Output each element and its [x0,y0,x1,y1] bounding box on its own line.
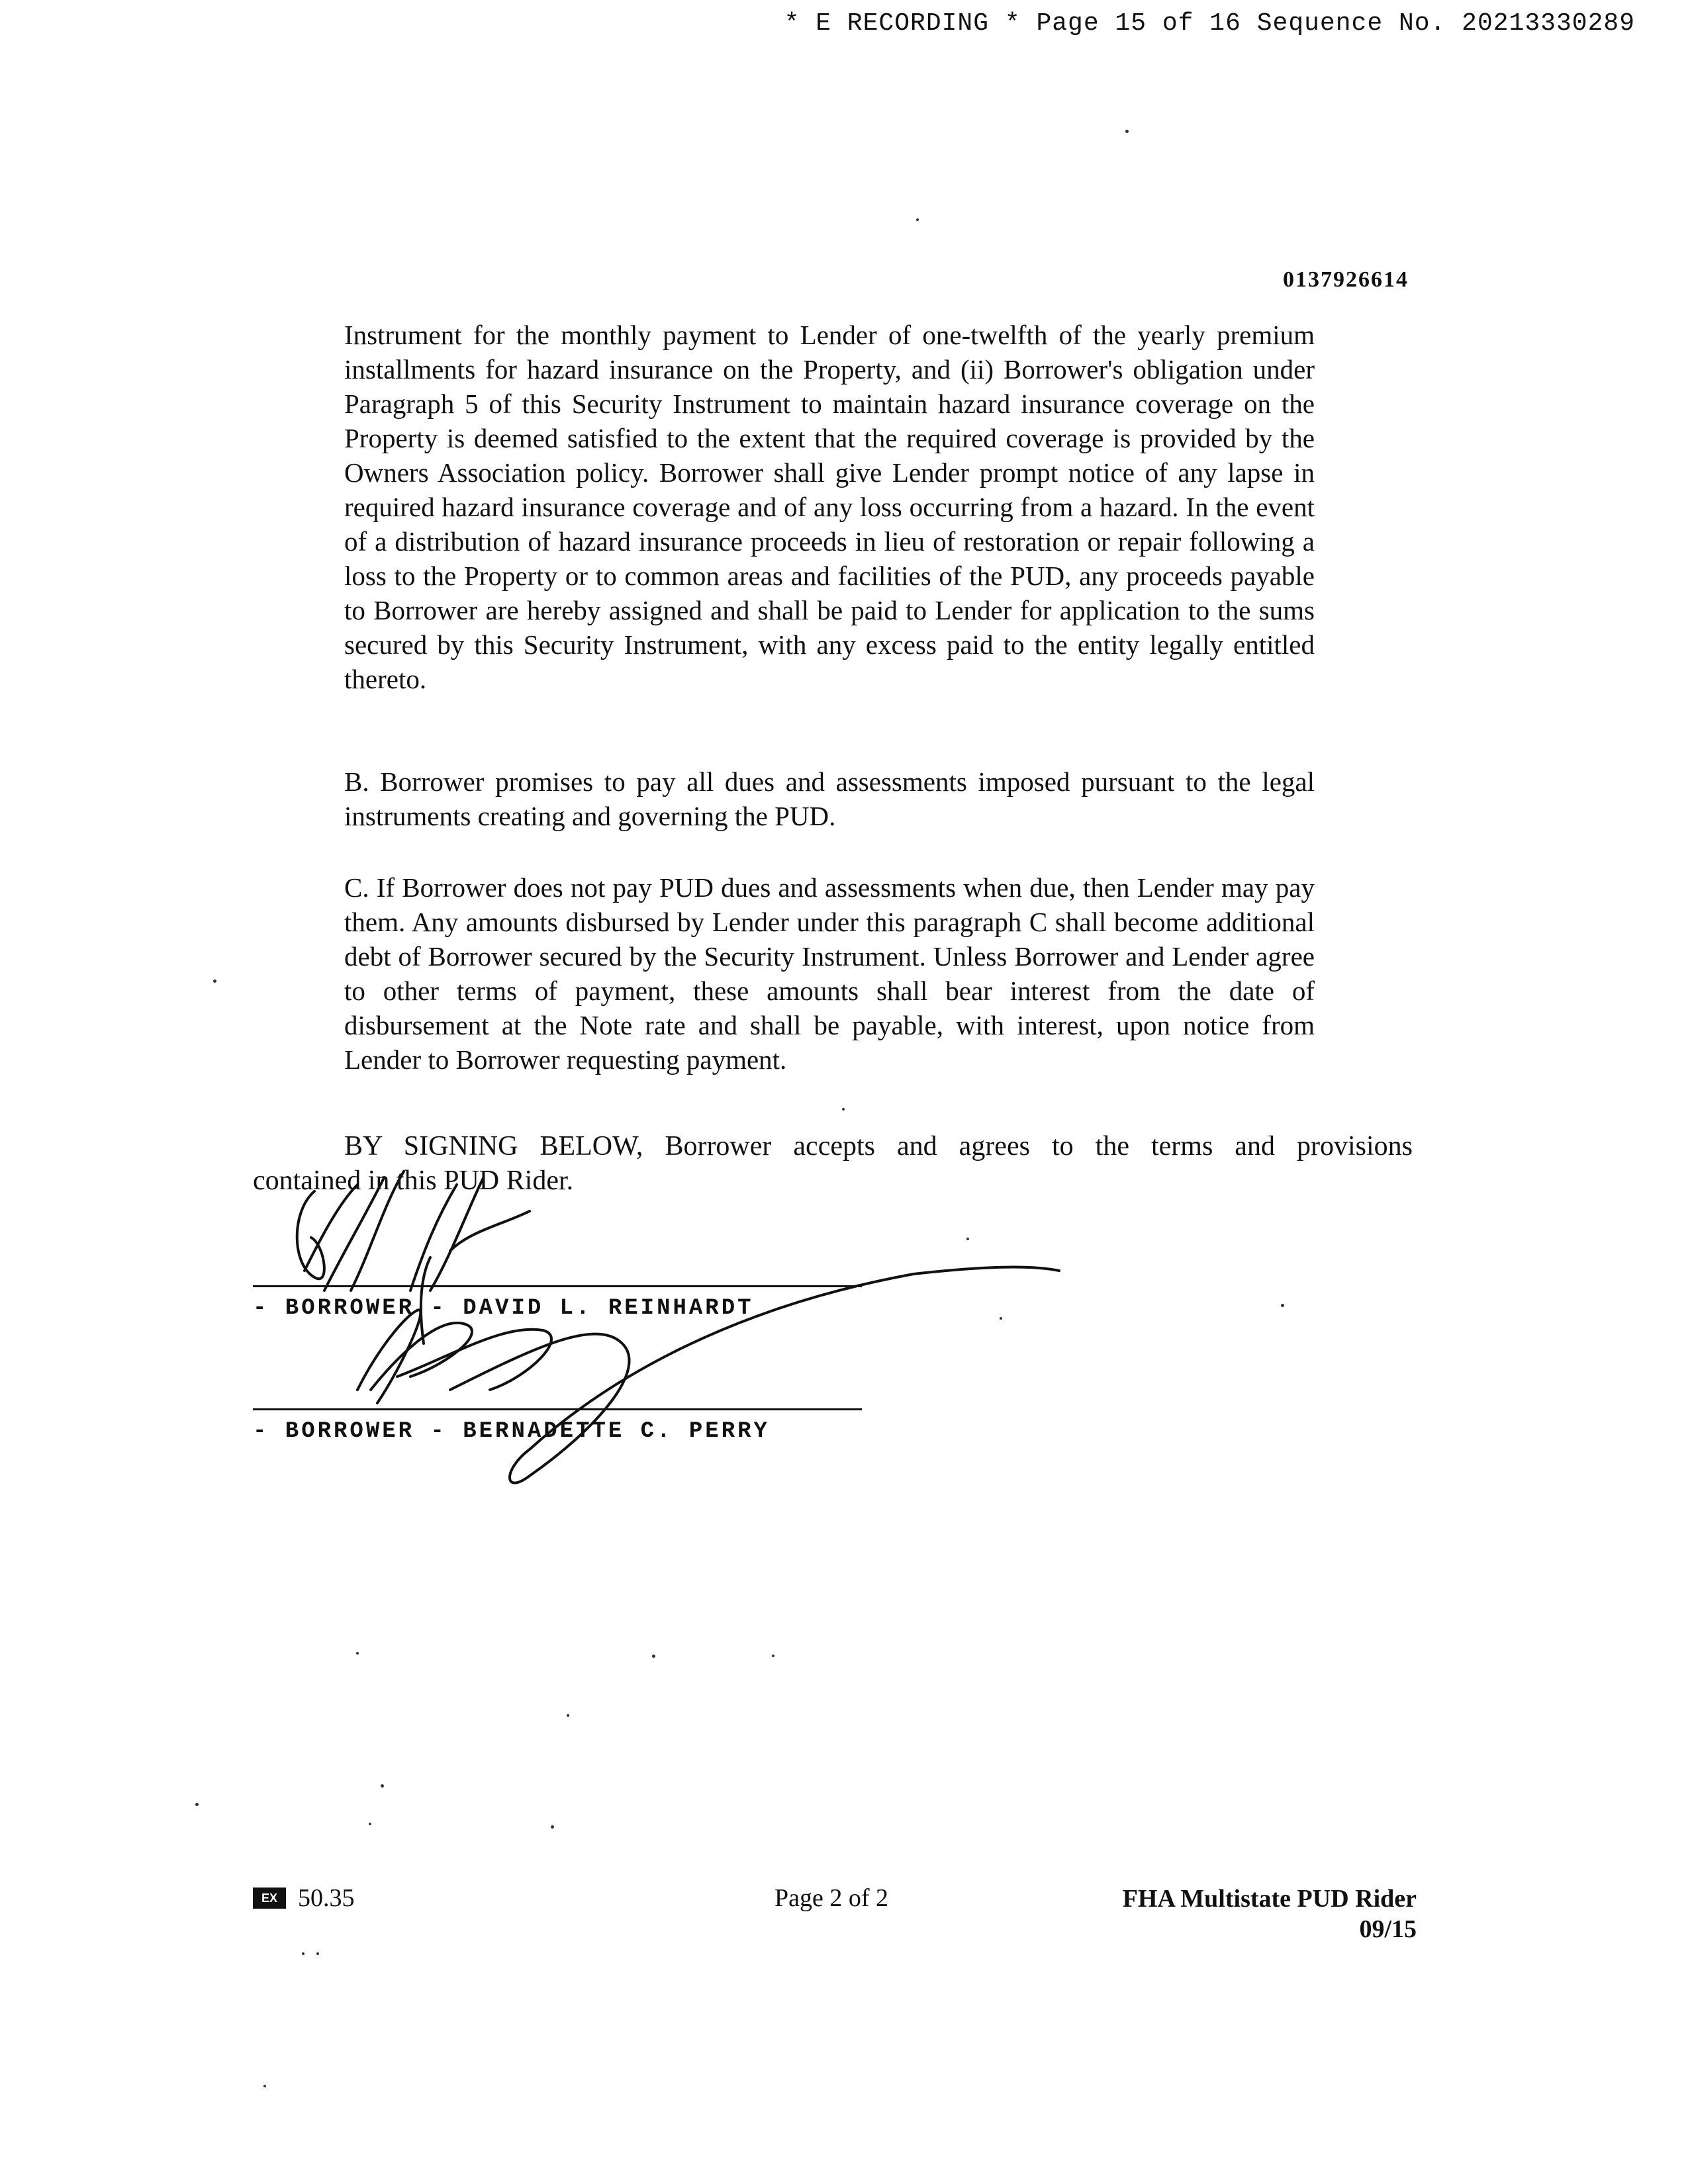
loan-number: 0137926614 [1283,267,1409,292]
signature-label-1: - BORROWER - DAVID L. REINHARDT [253,1296,754,1321]
scan-speck [381,1784,384,1788]
document-title: FHA Multistate PUD Rider [1122,1885,1417,1913]
signature-david-reinhardt [297,1171,530,1343]
paragraph-c-payment: C. If Borrower does not pay PUD dues and assessments when due, then Lender may pay them. Any amounts disbursed by Lender under this paragraph C shall become additional debt of Borrower secured by the Security Instrument. Unless Borrower and Lender agree to other terms of payment, these amounts shall bear interest from the date of disbursement at the Note rate and shall be payable, with interest, upon notice from Lender to Borrower requesting payment. [344,872,1315,1075]
scan-speck [652,1655,655,1658]
recording-header: * E RECORDING * Page 15 of 16 Sequence No. 20213330289 [784,9,1635,38]
signature-bernadette-perry [357,1267,1059,1483]
signing-intro-line-1: BY SIGNING BELOW, Borrower accepts and agrees to the terms and provisions [344,1131,1413,1161]
scan-speck [356,1652,359,1655]
signature-label-2: - BORROWER - BERNADETTE C. PERRY [253,1419,770,1444]
paragraph-b-dues: B. Borrower promises to pay all dues and assessments imposed pursuant to the legal instruments creating and governing the PUD. [344,766,1315,831]
footer-page-number: Page 2 of 2 [774,1884,889,1912]
scan-speck [195,1803,199,1806]
scan-speck [551,1825,554,1829]
scan-speck [966,1238,969,1240]
handwritten-signatures [252,1165,1072,1522]
document-date: 09/15 [1359,1915,1417,1943]
scan-speck [1125,130,1129,133]
scan-speck [369,1823,371,1825]
scan-speck [1281,1304,1284,1307]
signing-intro-line-2: contained in this PUD Rider. [253,1165,574,1196]
scan-speck [316,1952,319,1955]
scan-speck [302,1952,305,1955]
scan-speck [263,2085,266,2087]
scan-speck [567,1714,569,1717]
footer-document-title [1123,1884,1417,1944]
scan-speck [213,979,216,983]
scan-speck [916,218,919,221]
scan-speck [772,1655,774,1657]
form-number: 50.35 [298,1884,355,1912]
signing-intro [344,1130,1413,1162]
footer-form-number [253,1884,355,1913]
paragraph-hazard-insurance: Instrument for the monthly payment to Lender of one-twelfth of the yearly premium installments for hazard insurance on the Property, and (ii) Borrower's obligation under Paragraph 5 of this Security Instrument to maintain hazard insurance coverage on the Property is deemed satisfied to the extent that the required coverage is provided by the Owners Association policy. Borrower shall give Lender prompt notice of any lapse in required hazard insurance coverage and of any loss occurring from a hazard. In the event of a distribution of hazard insurance proceeds in lieu of restoration or repair following a loss to the Property or to common areas and facilities of the PUD, any proceeds payable to Borrower are hereby assigned and shall be paid to Lender for application to the sums secured by this Security Instrument, with any excess paid to the entity legally entitled thereto. [344,320,1315,694]
scan-speck [842,1108,845,1111]
scan-speck [1000,1317,1002,1320]
form-logo-icon: EX [253,1888,286,1909]
